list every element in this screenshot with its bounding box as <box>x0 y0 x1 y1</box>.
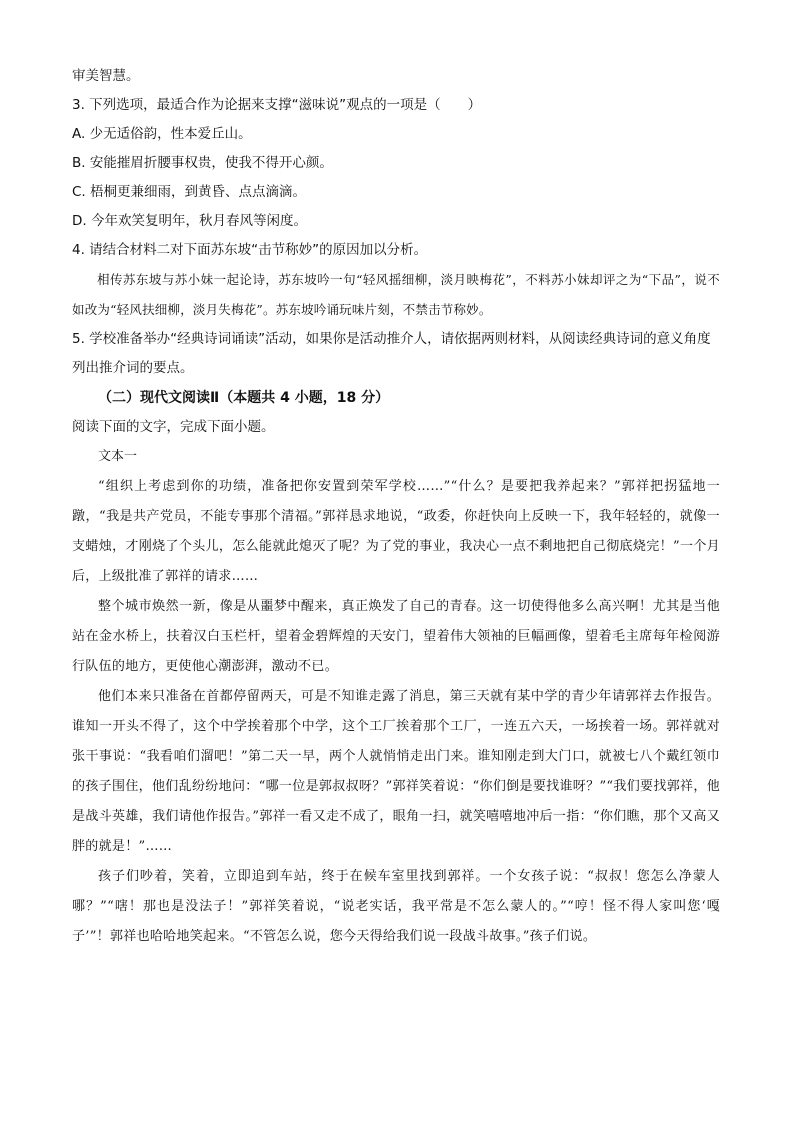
passage-paragraph-3: 他们本来只准备在首都停留两天，可是不知谁走露了消息，第三天就有某中学的青少年请郭祥去作报告。谁知一开头不得了，这个中学挨着那个中学，这个工厂挨着那个工厂，一连五六天，一场挨着一场。郭祥就对张干事说：“我看咱们溜吧！”第二天一早，两个人就悄悄走出门来。谁知刚走到大门口，就被七八个戴红领巾的孩子围住，他们乱纷纷地问：“哪一位是郭叔叔呀？”郭祥笑着说：“你们倒是要找谁呀？”“我们要找郭祥，他是战斗英雄，我们请他作报告。”郭祥一看又走不成了，眼角一扫，就笑嘻嘻地冲后一指：“你们瞧，那个又高又胖的就是！”…… <box>72 689 720 854</box>
passage-paragraph-1: “组织上考虑到你的功绩，准备把你安置到荣军学校……”“什么？是要把我养起来？”郭祥把拐猛地一蹾，“我是共产党员，不能专事那个清福。”郭祥恳求地说，“政委，你赶快向上反映一下，我年轻轻的，就像一支蜡烛，才刚烧了个头儿，怎么能就此熄灭了呢？为了党的事业，我决心一点不剩地把自己彻底烧完！”一个月后，上级批准了郭祥的请求…… <box>72 479 720 584</box>
option-b: B. 安能摧眉折腰事权贵，使我不得开心颜。 <box>72 155 333 171</box>
document-page <box>72 62 720 952</box>
option-c: C. 梧桐更兼细雨，到黄昏、点点滴滴。 <box>72 184 307 200</box>
quote-passage: 相传苏东坡与苏小妹一起论诗，苏东坡吟一句“轻风摇细柳，淡月映梅花”，不料苏小妹却评之为“下品”，说不如改为“轻风扶细柳，淡月失梅花”。苏东坡吟诵玩味片刻，不禁击节称妙。 <box>72 272 720 317</box>
question-4: 4. 请结合材料二对下面苏东坡“击节称妙”的原因加以分析。 <box>72 242 428 258</box>
passage-paragraph-2: 整个城市焕然一新，像是从噩梦中醒来，真正焕发了自己的青春。这一切使得他多么高兴啊！尤其是当他站在金水桥上，扶着汉白玉栏杆，望着金碧辉煌的天安门，望着伟大领袖的巨幅画像，望着毛主席每年检阅游行队伍的地方，更使他心潮澎湃，激动不已。 <box>72 599 720 674</box>
instruction-text: 阅读下面的文字，完成下面小题。 <box>72 419 275 435</box>
option-d: D. 今年欢笑复明年，秋月春风等闲度。 <box>72 213 307 229</box>
section-heading: （二）现代文阅读Ⅱ（本题共 4 小题，18 分） <box>98 390 390 406</box>
option-a: A. 少无适俗韵，性本爱丘山。 <box>72 126 252 142</box>
text-label: 文本一 <box>98 449 138 464</box>
paragraph-continuation: 审美智慧。 <box>72 68 140 84</box>
question-5: 5. 学校准备举办“经典诗词诵读”活动，如果你是活动推介人，请依据两则材料，从阅读经典诗词的意义角度列出推介词的要点。 <box>72 331 711 376</box>
passage-paragraph-4: 孩子们吵着，笑着，立即追到车站，终于在候车室里找到郭祥。一个女孩子说：“叔叔！您怎么净蒙人哪？”“嗐！那也是没法子！”郭祥笑着说，“说老实话，我平常是不怎么蒙人的。”“哼！怪不得人家叫您‘嘎子’”！郭祥也哈哈地笑起来。“不管怎么说，您今天得给我们说一段战斗故事。”孩子们说。 <box>72 869 720 944</box>
question-3: 3. 下列选项，最适合作为论据来支撑“滋味说”观点的一项是（ ） <box>72 97 482 113</box>
